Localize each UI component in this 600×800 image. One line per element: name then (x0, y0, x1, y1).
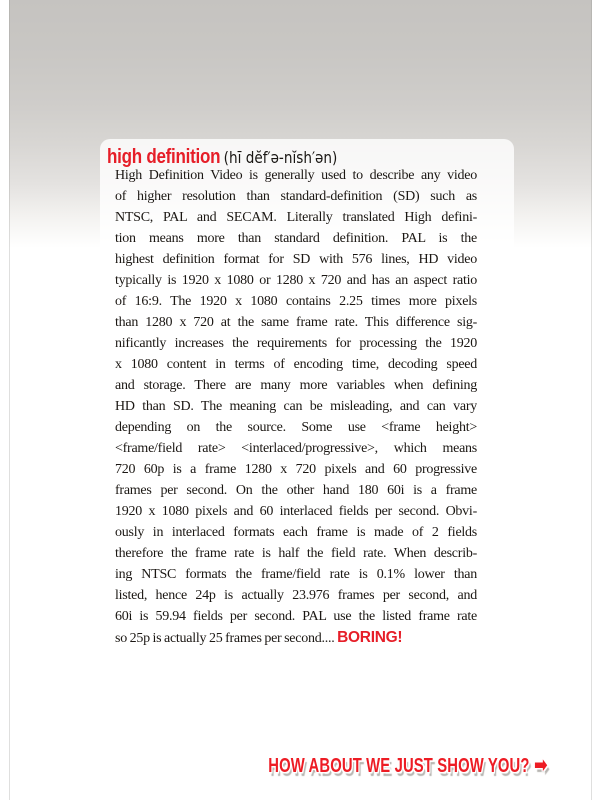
body-line-text: so 25p is actually 25 frames per second.... (115, 631, 335, 646)
body-line (115, 417, 477, 438)
body-line (115, 564, 477, 585)
body-line (115, 543, 477, 564)
body-line (115, 459, 477, 480)
body-line-text: 60i is 59.94 fields per second. PAL use the listed frame rate (115, 609, 477, 624)
body-line-text: nificantly increases the requirements for processing the 1920 (115, 336, 477, 351)
body-line-text: HD than SD. The meaning can be misleading, and can vary (115, 399, 477, 414)
boring-exclamation: BORING! (337, 629, 403, 646)
body-line (115, 438, 477, 459)
body-line (115, 186, 477, 207)
body-line (115, 249, 477, 270)
definition-pronunciation: (hī dĕf′ə-nĭsh′ən) (223, 148, 338, 167)
body-line-text: listed, hence 24p is actually 23.976 frames per second, and (115, 588, 477, 603)
body-line-text: High Definition Video is generally used to describe any video (115, 168, 477, 183)
body-line-text: x 1080 content in terms of encoding time, decoding speed (115, 357, 477, 372)
body-line (115, 291, 477, 312)
body-line (115, 627, 477, 648)
definition-term: high definition (107, 146, 221, 168)
body-line (115, 207, 477, 228)
body-line-text: ously in interlaced formats each frame is made of 2 fields (115, 525, 477, 540)
body-line-text: 720 60p is a frame 1280 x 720 pixels and 60 progressive (115, 462, 477, 477)
body-line-text: highest definition format for SD with 576 lines, HD video (115, 252, 477, 267)
definition-paragraph (115, 165, 477, 648)
arrow-right-icon: ➡ (534, 753, 548, 778)
body-line (115, 501, 477, 522)
tagline (268, 754, 548, 778)
body-line-text: frames per second. On the other hand 180 60i is a frame (115, 483, 477, 498)
body-line (115, 522, 477, 543)
body-line-text: 1920 x 1080 pixels and 60 interlaced fields per second. Obvi- (115, 504, 477, 519)
body-line (115, 354, 477, 375)
body-line-text: <frame/field rate> <interlaced/progressive>, which means (115, 441, 477, 456)
body-line (115, 480, 477, 501)
body-line-text: depending on the source. Some use <frame height> (115, 420, 477, 435)
body-line-text: typically is 1920 x 1080 or 1280 x 720 and has an aspect ratio (115, 273, 477, 288)
body-line-text: NTSC, PAL and SECAM. Literally translated High defini- (115, 210, 477, 225)
body-line (115, 396, 477, 417)
body-line (115, 165, 477, 186)
body-line-text: and storage. There are many more variables when defining (115, 378, 477, 393)
body-line-text: of 16:9. The 1920 x 1080 contains 2.25 times more pixels (115, 294, 477, 309)
tagline-text: HOW ABOUT WE JUST SHOW YOU? (268, 755, 530, 777)
body-line (115, 312, 477, 333)
body-line-text: than 1280 x 720 at the same frame rate. This difference sig- (115, 315, 477, 330)
body-line-text: of higher resolution than standard-definition (SD) such as (115, 189, 477, 204)
body-line (115, 270, 477, 291)
body-line (115, 606, 477, 627)
body-line (115, 375, 477, 396)
body-line-text: tion means more than standard definition. PAL is the (115, 231, 477, 246)
body-line (115, 228, 477, 249)
body-line-text: therefore the frame rate is half the field rate. When describ- (115, 546, 477, 561)
body-line (115, 333, 477, 354)
body-line (115, 585, 477, 606)
body-line-text: ing NTSC formats the frame/field rate is 0.1% lower than (115, 567, 477, 582)
